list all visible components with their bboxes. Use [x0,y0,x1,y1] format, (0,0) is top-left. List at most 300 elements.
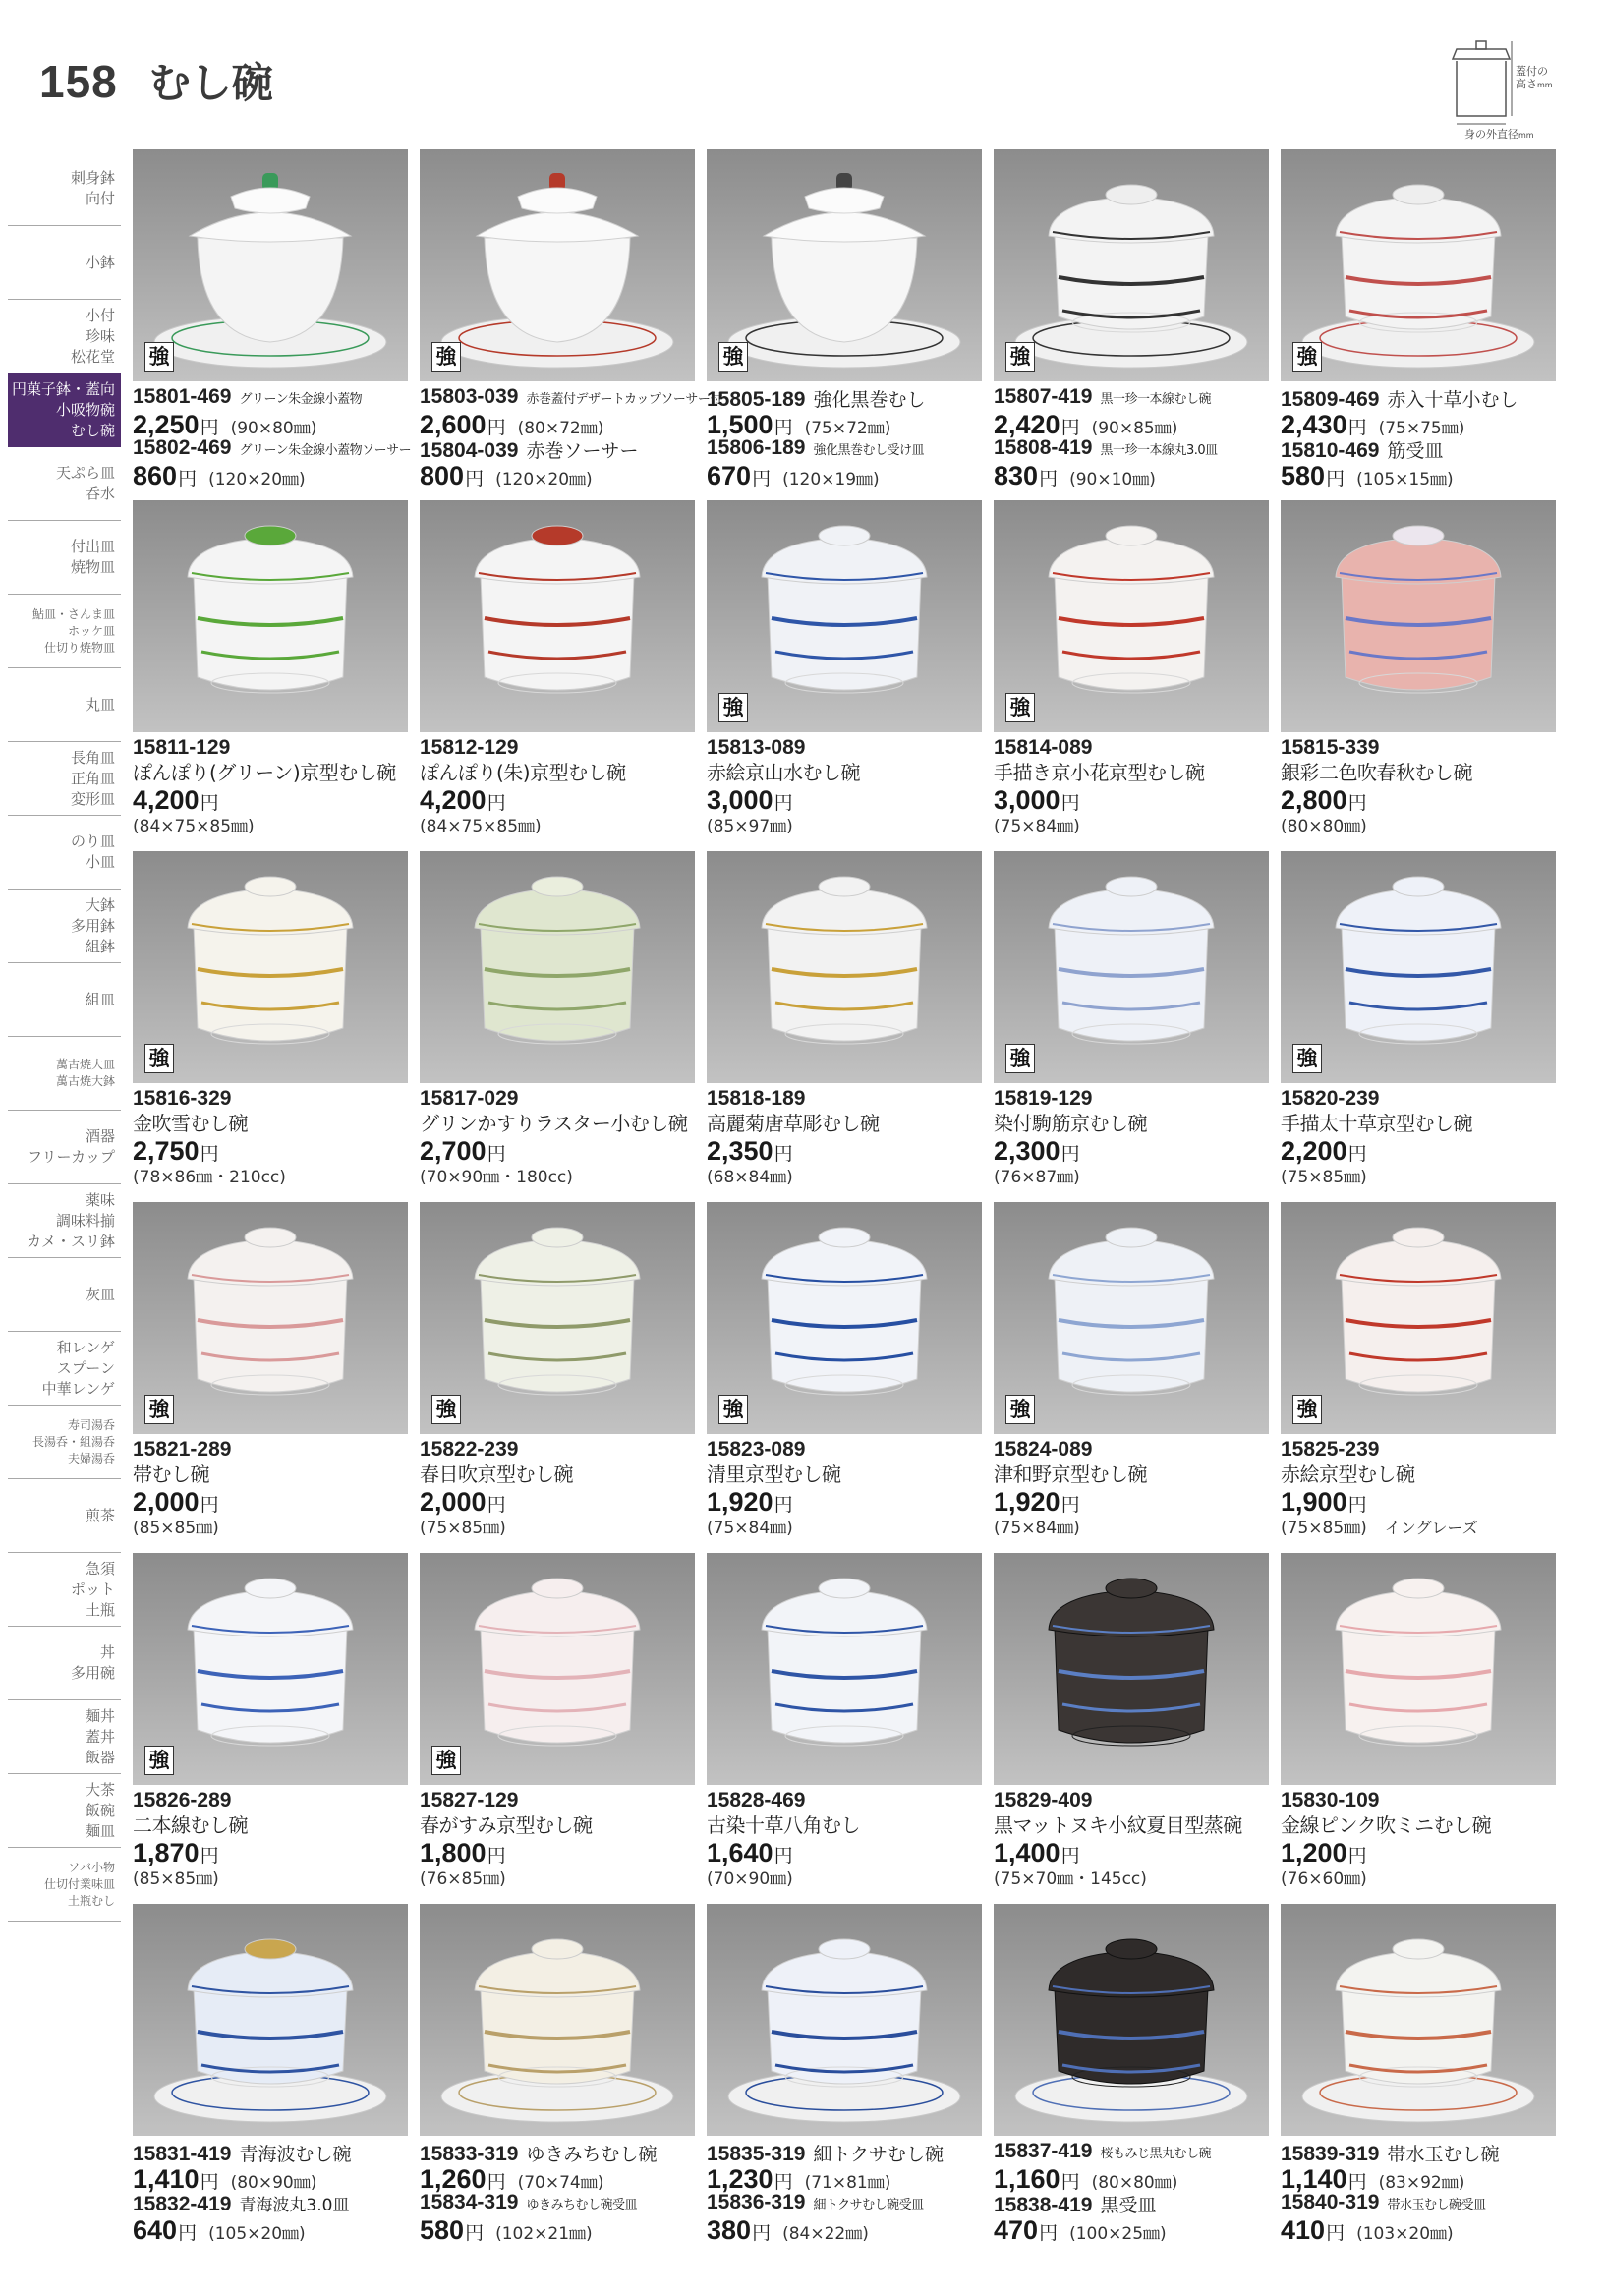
sidebar-item-label: むし碗 [70,421,115,439]
product-photo[interactable] [420,149,695,381]
steamer-cup-icon [133,851,408,1083]
product-code-line [133,2191,410,2215]
sidebar-item-label: スプーン [56,1358,115,1377]
product-price: 1,920 [707,1487,773,1517]
product-dimensions: (75×85㎜) [1281,1168,1367,1187]
steamer-cup-saucer-icon [1281,1904,1556,2136]
steamer-cup-saucer-icon [420,1904,695,2136]
product-name: 黒一珍一本線丸3.0皿 [1100,443,1218,458]
product-photo[interactable] [994,149,1269,381]
sidebar-item-label: 煎茶 [85,1506,115,1524]
yen-unit: 円 [1060,2171,1080,2193]
product-price: 2,800 [1281,785,1347,815]
product-code: 15808-419 [994,436,1093,459]
product-row [131,1553,1558,1892]
product-price: 800 [420,461,465,490]
product-price: 860 [133,461,178,490]
product-price: 2,750 [133,1136,200,1166]
product-photo[interactable] [994,1553,1269,1785]
teacup-saucer-icon [707,149,982,381]
product-code-line [1281,2191,1558,2215]
product-card[interactable] [992,1904,1271,2243]
yen-unit: 円 [752,468,772,489]
sidebar-item[interactable] [8,300,121,373]
sidebar-item[interactable] [8,1037,121,1111]
yen-unit: 円 [1347,417,1367,438]
product-code-line [994,1438,1271,1463]
product-dimensions: (85×85㎜) [133,1869,219,1889]
product-info [707,1087,984,1187]
product-name: 桜もみじ黒丸むし碗 [1100,2147,1211,2161]
product-photo[interactable] [420,500,695,732]
product-dimensions: (103×20㎜) [1356,2224,1454,2244]
product-code-line [420,2140,697,2164]
yen-unit: 円 [1347,2171,1367,2193]
legend-lid-unit: mm [1537,81,1553,89]
product-info [133,1789,410,1889]
product-photo[interactable] [994,1904,1269,2136]
product-card[interactable] [131,149,410,488]
sidebar-item-label: 調味料揃 [55,1211,115,1230]
product-photo[interactable] [707,851,982,1083]
sidebar-item[interactable] [8,1627,121,1700]
product-dimensions: (120×20㎜) [495,470,593,489]
product-dimensions: (76×85㎜) [420,1869,506,1889]
product-info [994,385,1271,488]
steamer-cup-icon [707,1553,982,1785]
product-dimensions: (75×72㎜) [804,419,891,438]
product-price-line [420,410,697,439]
product-price: 2,250 [133,410,200,439]
product-photo[interactable] [707,1553,982,1785]
product-code-line [133,1789,410,1813]
product-photo[interactable] [420,1553,695,1785]
sidebar-item-label: フリーカップ [28,1148,115,1166]
sidebar-item-label: ポット [70,1579,115,1598]
steamer-cup-icon [1281,500,1556,732]
product-photo[interactable] [994,851,1269,1083]
steamer-cup-icon [133,1553,408,1785]
product-photo[interactable] [133,500,408,732]
product-code-line [707,436,984,461]
product-price-line [133,1838,410,1865]
product-code-line [420,1438,697,1463]
steamer-cup-icon [707,500,982,732]
yen-unit: 円 [1060,1845,1080,1866]
product-name: 春日吹京型むし碗 [420,1463,573,1486]
sidebar-item-label: 酒器 [85,1127,115,1145]
product-price-line [133,2215,410,2245]
product-dimensions: (75×70㎜・145cc) [994,1869,1147,1889]
product-card[interactable] [705,851,984,1190]
product-code-line [707,736,984,761]
product-dimensions-line [994,1163,1271,1187]
product-code-line [420,1789,697,1813]
sidebar-item[interactable] [8,742,121,816]
product-card[interactable] [131,1553,410,1892]
product-info [133,385,410,488]
product-dimensions: (84×75×85㎜) [420,817,542,836]
product-code-line [707,385,984,410]
product-card[interactable] [1279,1202,1558,1541]
product-photo[interactable] [1281,1553,1556,1785]
product-code: 15834-319 [420,2191,519,2213]
product-dimensions: (75×75㎜) [1378,419,1465,438]
product-code: 15807-419 [994,385,1093,408]
product-code: 15803-039 [420,385,519,408]
product-card[interactable] [992,851,1271,1190]
product-price-line [1281,1487,1558,1517]
sidebar-item-label: 丼 [99,1643,115,1661]
product-dimensions-line [133,1514,410,1538]
product-price: 4,200 [420,785,487,815]
product-price-line [420,1487,697,1517]
product-name: 二本線むし碗 [133,1813,248,1837]
product-code-line [420,385,722,410]
product-code: 15823-089 [707,1438,806,1461]
product-name: グリーン朱金線小蓋物ソーサー [239,443,412,458]
product-code-line [1281,1087,1558,1112]
product-card[interactable] [705,149,984,488]
product-price: 640 [133,2215,178,2245]
sidebar-item[interactable] [8,668,121,742]
sidebar-item-label: 多用鉢 [70,916,115,935]
product-info [420,385,722,490]
product-price: 1,410 [133,2164,200,2194]
product-name: 帯水玉むし碗 [1387,2144,1500,2165]
steamer-cup-icon [994,1553,1269,1785]
sidebar-item[interactable] [8,1700,121,1774]
dimension-legend [1445,22,1573,142]
yen-unit: 円 [773,2171,793,2193]
yen-unit: 円 [1347,1143,1367,1165]
reinforced-badge: 強 [718,1395,748,1424]
product-card[interactable] [418,500,697,839]
sidebar-item[interactable] [8,963,121,1037]
product-name: 高麗菊唐草彫むし碗 [707,1112,880,1135]
product-dimensions: (90×80㎜) [230,419,317,438]
product-photo[interactable] [1281,851,1556,1083]
sidebar-item-label: 正角皿 [70,769,115,787]
sidebar-item-label: 組鉢 [85,937,115,955]
product-code-line [420,2191,697,2215]
product-photo[interactable] [133,1553,408,1785]
yen-unit: 円 [487,2171,506,2193]
product-code: 15819-129 [994,1087,1093,1110]
sidebar-item-label: のり皿 [70,832,115,850]
product-photo[interactable] [133,851,408,1083]
yen-unit: 円 [200,2171,219,2193]
product-row [131,1904,1558,2243]
sidebar-item[interactable] [8,521,121,595]
product-price: 2,000 [420,1487,487,1517]
product-card[interactable] [131,851,410,1190]
sidebar-item[interactable] [8,1479,121,1553]
product-card[interactable] [1279,851,1558,1190]
product-price-line [1281,461,1558,488]
product-card[interactable] [1279,1553,1558,1892]
product-dimensions-line [994,1514,1271,1538]
product-code-line [707,1438,984,1463]
product-price-line [707,2164,984,2194]
product-price: 580 [1281,461,1326,490]
product-photo[interactable] [707,1904,982,2136]
yen-unit: 円 [1060,1143,1080,1165]
product-dimensions-line [1281,1865,1558,1889]
product-info [1281,385,1558,488]
product-card[interactable] [418,1202,697,1541]
product-photo[interactable] [707,149,982,381]
product-price-line [133,785,410,815]
reinforced-badge: 強 [144,1746,174,1775]
sidebar-item-label: 珍味 [85,326,115,345]
product-card[interactable] [418,851,697,1190]
product-name: 赤入十草小むし [1387,389,1518,411]
product-code: 15836-319 [707,2191,806,2213]
product-photo[interactable] [1281,1904,1556,2136]
product-price-line [133,1136,410,1166]
product-code-line [707,1087,984,1112]
yen-unit: 円 [200,1845,219,1866]
sidebar-item[interactable] [8,1553,121,1627]
product-price: 2,700 [420,1136,487,1166]
product-card[interactable] [1279,1904,1558,2243]
product-photo[interactable] [420,1904,695,2136]
product-photo[interactable] [707,1202,982,1434]
product-card[interactable] [1279,500,1558,839]
product-dimensions: (75×84㎜) [707,1519,793,1538]
product-dimensions: (75×84㎜) [994,817,1080,836]
page-title: むし碗 [148,59,273,107]
sidebar-item[interactable] [8,1184,121,1258]
product-name: 黒マットヌキ小紋夏目型蒸碗 [994,1813,1242,1837]
product-name: 筋受皿 [1387,440,1444,462]
product-info [1281,1438,1558,1538]
product-price-line [994,2164,1271,2194]
product-dimensions: (84×75×85㎜) [133,817,255,836]
sidebar-item-label: 飯碗 [85,1801,115,1819]
product-card[interactable] [992,1553,1271,1892]
product-photo[interactable] [133,149,408,381]
product-code-line [133,1087,410,1112]
sidebar-item-label: 急須 [85,1559,115,1578]
reinforced-badge: 強 [144,1395,174,1424]
product-photo[interactable] [133,1904,408,2136]
sidebar-item-label: 寿司湯呑 [67,1417,115,1432]
reinforced-badge: 強 [431,1746,461,1775]
sidebar-item[interactable] [8,1332,121,1406]
product-price-line [420,1838,697,1865]
product-dimensions-line [1281,1514,1558,1538]
product-dimensions: (80×90㎜) [230,2173,317,2193]
product-code: 15820-239 [1281,1087,1380,1110]
product-code: 15810-469 [1281,439,1380,462]
sidebar-item[interactable] [8,890,121,963]
product-photo[interactable] [707,500,982,732]
product-info [994,1438,1271,1538]
sidebar-item[interactable] [8,226,121,300]
product-card[interactable] [418,1904,697,2243]
product-card[interactable] [131,500,410,839]
product-dimensions-line [420,1163,697,1187]
sidebar-item-label: 変形皿 [70,789,115,808]
product-code-line [1281,2140,1558,2164]
product-info [1281,1087,1558,1187]
product-price: 1,160 [994,2164,1060,2194]
sidebar-item[interactable] [8,1111,121,1184]
sidebar-item-label: 長湯呑・組湯呑 [31,1434,115,1449]
yen-unit: 円 [487,1494,506,1516]
product-price-line [994,785,1271,815]
yen-unit: 円 [200,417,219,438]
yen-unit: 円 [1039,2222,1059,2244]
teacup-saucer-icon [420,149,695,381]
product-code: 15835-319 [707,2143,806,2165]
sidebar-item-label: 小吸物碗 [55,400,115,419]
product-card[interactable] [418,149,722,490]
steamer-cup-icon [1281,851,1556,1083]
product-dimensions-line [707,812,984,836]
yen-unit: 円 [487,792,506,814]
product-price-line [420,1136,697,1166]
steamer-cup-icon [994,851,1269,1083]
sidebar-item-label: 長角皿 [70,748,115,767]
sidebar-item[interactable] [8,595,121,668]
product-dimensions: (78×86㎜・210cc) [133,1168,286,1187]
product-dimensions-line [994,812,1271,836]
product-row [131,1202,1558,1541]
product-card[interactable] [1279,149,1558,488]
product-price-line [994,410,1271,439]
product-price-line [1281,410,1558,439]
yen-unit: 円 [1326,2222,1346,2244]
product-card[interactable] [992,149,1271,488]
product-row [131,500,1558,839]
product-photo[interactable] [133,1202,408,1434]
sidebar-item-label: 和レンゲ [56,1338,115,1356]
sidebar-item[interactable] [8,373,121,447]
product-price-line [133,2164,410,2194]
product-price-line [994,2215,1271,2245]
product-code-line [1281,736,1558,761]
yen-unit: 円 [200,1494,219,1516]
product-dimensions-line [133,1865,410,1889]
product-card[interactable] [705,1553,984,1892]
product-card[interactable] [705,1202,984,1541]
product-info [707,385,984,488]
product-code: 15809-469 [1281,388,1380,411]
legend-diameter-unit: mm [1518,131,1534,140]
product-price: 1,870 [133,1838,200,1867]
product-code: 15802-469 [133,436,232,459]
product-code-line [707,1789,984,1813]
product-photo[interactable] [994,1202,1269,1434]
product-price: 380 [707,2215,752,2245]
sidebar-item-label: 天ぷら皿 [55,464,115,482]
sidebar-item-label: 向付 [85,190,115,207]
product-card[interactable] [992,500,1271,839]
product-card[interactable] [131,1904,410,2243]
product-dimensions-line [420,1514,697,1538]
sidebar-item-label: 萬古焼大皿 [55,1058,115,1071]
sidebar-item-label: 鮎皿・さんま皿 [31,606,115,621]
sidebar-item[interactable] [8,1406,121,1479]
product-price: 830 [994,461,1039,490]
product-price: 1,920 [994,1487,1060,1517]
product-card[interactable] [705,1904,984,2243]
product-name: 青海波むし碗 [239,2144,352,2165]
sidebar-item-label: 刺身鉢 [70,169,115,187]
teacup-saucer-icon [133,149,408,381]
sidebar-item-label: 灰皿 [85,1285,115,1303]
product-photo[interactable] [420,1202,695,1434]
product-code: 15824-089 [994,1438,1093,1461]
product-card[interactable] [992,1202,1271,1541]
sidebar-item[interactable] [8,1848,121,1922]
product-dimensions: (75×84㎜) [994,1519,1080,1538]
product-price: 2,430 [1281,410,1347,439]
product-code: 15828-469 [707,1789,806,1811]
steamer-cup-saucer-icon [994,1904,1269,2136]
product-name: 強化黒巻むし受け皿 [813,443,924,458]
product-price: 1,640 [707,1838,773,1867]
yen-unit: 円 [773,792,793,814]
product-photo[interactable] [1281,1202,1556,1434]
product-card[interactable] [131,1202,410,1541]
sidebar-item[interactable] [8,1258,121,1332]
product-dimensions: (105×15㎜) [1356,470,1454,489]
page-header [39,51,273,110]
product-info [994,2140,1271,2245]
sidebar-item-label: 呑水 [85,485,115,502]
page-number: 158 [39,56,118,107]
product-photo[interactable] [1281,149,1556,381]
product-photo[interactable] [994,500,1269,732]
product-dimensions: (76×60㎜) [1281,1869,1367,1889]
steamer-cup-icon [994,500,1269,732]
product-dimensions: (120×20㎜) [208,470,306,489]
sidebar-item[interactable] [8,816,121,890]
sidebar-item-label: 麺丼 [85,1706,115,1725]
product-code: 15821-289 [133,1438,232,1461]
yen-unit: 円 [178,2222,198,2244]
sidebar-item[interactable] [8,1774,121,1848]
legend-diameter [1464,126,1534,142]
product-dimensions: (85×97㎜) [707,817,793,836]
product-name: グリーン朱金線小蓋物 [239,392,363,407]
product-info [1281,2140,1558,2245]
product-price: 1,800 [420,1838,487,1867]
sidebar-item[interactable] [8,152,121,226]
sidebar-item-label: 丸皿 [85,695,115,714]
product-code: 15837-419 [994,2140,1093,2162]
product-code-line [420,436,697,461]
product-card[interactable] [418,1553,697,1892]
steamer-cup-icon [420,1553,695,1785]
product-code-line [1281,436,1558,461]
legend-lid-line-1: 蓋付の [1516,65,1548,78]
product-photo[interactable] [1281,500,1556,732]
steamer-cup-saucer-icon [707,1904,982,2136]
product-photo[interactable] [420,851,695,1083]
sidebar-item[interactable] [8,447,121,521]
product-dimensions-line [707,1163,984,1187]
yen-unit: 円 [1347,1845,1367,1866]
steamer-cup-saucer-icon [1281,149,1556,381]
product-card[interactable] [705,500,984,839]
product-price: 580 [420,2215,465,2245]
product-code-line [994,2140,1271,2164]
